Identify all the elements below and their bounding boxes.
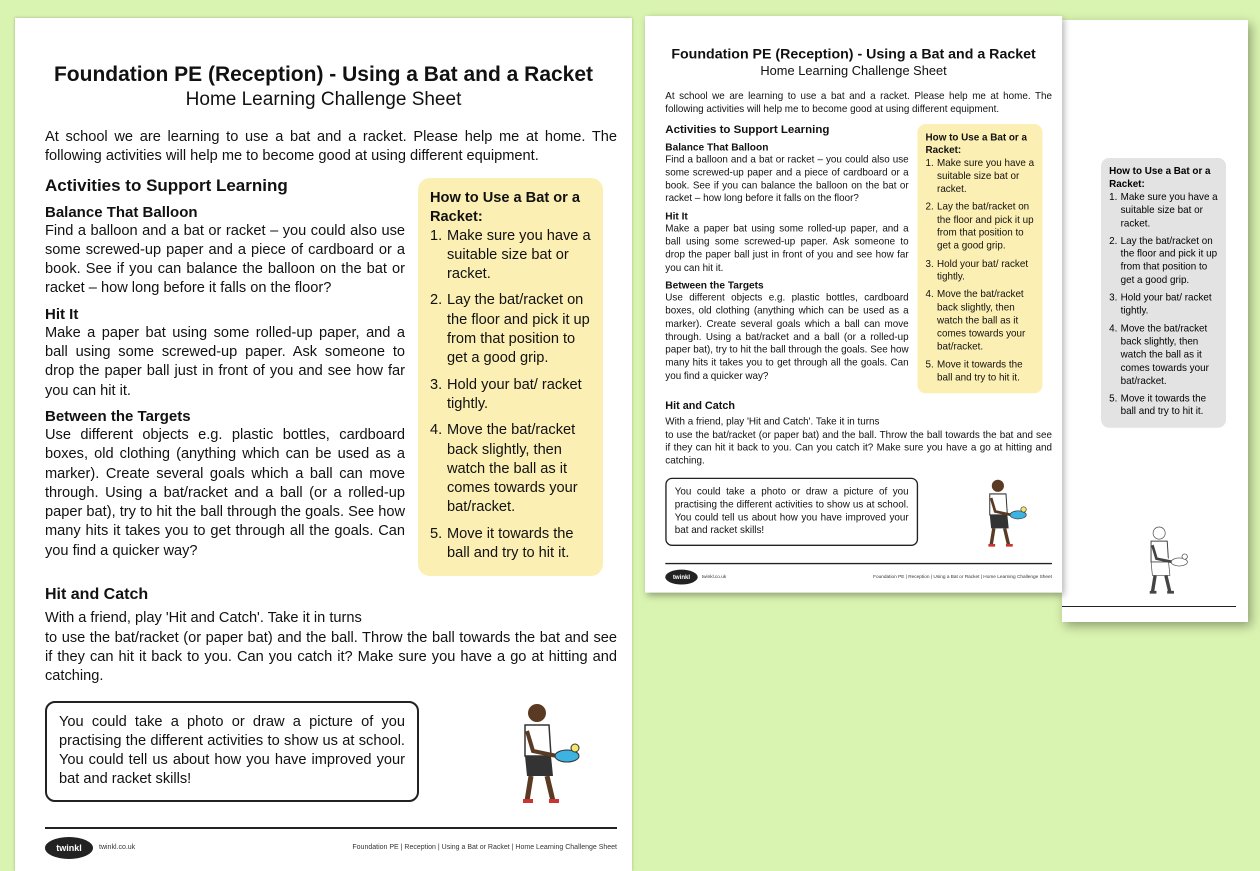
hit-and-catch-rest: to use the bat/racket (or paper bat) and the ball. Throw the ball towards the bat and see if they can hit it back to you. Can you catch it? Make sure you have a go at hitting and catching. bbox=[45, 629, 617, 685]
activity-text: Make a paper bat using some rolled-up paper, and a ball using some screwed-up paper. Ask someone to drop the paper ball just in front of you and see how far you can hit it. bbox=[665, 223, 909, 274]
footer-divider bbox=[665, 563, 1052, 564]
how-to-step bbox=[926, 359, 1036, 385]
activity-heading: Hit and Catch bbox=[665, 400, 735, 412]
activity-heading: Between the Targets bbox=[45, 407, 191, 425]
worksheet-title: Foundation PE (Reception) - Using a Bat and a Racket bbox=[671, 46, 1036, 62]
how-to-step bbox=[926, 157, 1036, 196]
step-number: 3. bbox=[430, 376, 443, 393]
activities-column bbox=[45, 175, 405, 561]
step-text: Make sure you have a suitable size bat or racket. bbox=[447, 227, 591, 283]
step-number: 1. bbox=[1109, 191, 1118, 203]
how-to-title: How to Use a Bat or a Racket: bbox=[925, 131, 1027, 156]
photo-note-box: You could take a photo or draw a picture of you practising the different activities to show us at school. You could tell us about how you have improved your bat and racket skills! bbox=[45, 701, 419, 802]
how-to-box bbox=[1101, 158, 1226, 428]
how-to-step bbox=[1109, 191, 1219, 230]
page-footer bbox=[665, 569, 1052, 584]
step-number: 1. bbox=[430, 227, 443, 244]
activities-row bbox=[665, 122, 1052, 394]
step-number: 4. bbox=[925, 289, 934, 301]
note-row bbox=[665, 477, 1052, 551]
step-text: Move it towards the ball and try to hit it. bbox=[937, 359, 1023, 384]
step-number: 3. bbox=[925, 258, 934, 270]
how-to-step bbox=[430, 291, 593, 368]
activity-text: Make a paper bat using some rolled-up paper, and a ball using some screwed-up paper. Ask someone to drop the paper ball just in front of you and see how far you can hit it. bbox=[45, 324, 405, 399]
how-to-box bbox=[418, 178, 603, 577]
note-row bbox=[45, 701, 617, 811]
child-with-racket-illustration bbox=[971, 477, 1032, 551]
worksheet-subtitle: Home Learning Challenge Sheet bbox=[760, 63, 947, 79]
child-with-racket-illustration bbox=[1132, 525, 1193, 599]
photo-note-box: You could take a photo or draw a picture of you practising the different activities to show us at school. You could tell us about how you have improved your bat and racket skills! bbox=[665, 477, 918, 545]
step-text: Make sure you have a suitable size bat or racket. bbox=[937, 157, 1035, 195]
step-text: Move the bat/racket back slightly, then watch the ball as it comes towards your bat/racket. bbox=[447, 422, 578, 516]
activity-heading: Hit It bbox=[45, 305, 79, 323]
step-text: Lay the bat/racket on the floor and pick it up from that position to get a good grip. bbox=[937, 201, 1034, 252]
child-with-racket-illustration bbox=[497, 701, 587, 811]
footer-divider bbox=[1062, 606, 1236, 607]
step-text: Move it towards the ball and try to hit it. bbox=[447, 525, 574, 562]
activity-heading: Hit It bbox=[665, 210, 688, 223]
twinkl-logo: twinkl bbox=[45, 837, 93, 859]
activity-text: Find a balloon and a bat or racket – you could also use some screwed-up paper and a piece of cardboard or a book. See if you can balance the balloon on the bat or racket – how long before it falls on the floor? bbox=[665, 154, 909, 205]
activity-text: Find a balloon and a bat or racket – you could also use some screwed-up paper and a piece of cardboard or a book. See if you can balance the balloon on the bat or racket – how long before it falls on the floor? bbox=[45, 222, 405, 297]
how-to-step bbox=[1109, 292, 1219, 318]
step-number: 4. bbox=[430, 422, 443, 439]
hit-and-catch-rest: to use the bat/racket (or paper bat) and the ball. Throw the ball towards the bat and see if they can hit it back to you. Can you catch it? Make sure you have a go at hitting and catching. bbox=[665, 429, 1052, 467]
step-number: 5. bbox=[430, 525, 443, 542]
worksheet-page-preview-bw bbox=[1062, 20, 1248, 622]
hit-and-catch-text bbox=[45, 609, 617, 686]
step-text: Hold your bat/ racket tightly. bbox=[1120, 292, 1212, 317]
footer-text: Foundation PE | Reception | Using a Bat or Racket | Home Learning Challenge Sheet bbox=[352, 844, 617, 852]
step-text: Make sure you have a suitable size bat or racket. bbox=[1120, 191, 1218, 229]
how-to-step bbox=[1109, 323, 1219, 388]
step-number: 1. bbox=[925, 157, 934, 169]
how-to-step bbox=[1109, 235, 1219, 287]
hit-and-catch-line-1: With a friend, play 'Hit and Catch'. Take it in turns bbox=[665, 416, 880, 428]
step-number: 3. bbox=[1109, 292, 1118, 304]
step-number: 2. bbox=[925, 201, 934, 213]
footer-site: twinkl.co.uk bbox=[99, 844, 136, 852]
activity-heading: Balance That Balloon bbox=[665, 141, 769, 153]
activity-text: Use different objects e.g. plastic bottles, cardboard boxes, old clothing (anything which can be used as a marker). Create several goals which a ball can move through. Using a bat/racket and a ball (or a rolled-up paper bat), try to hit the ball through the goals. See how many hits it takes you to get through all the goals. Can you find a quicker way? bbox=[665, 292, 909, 382]
step-number: 5. bbox=[925, 359, 934, 371]
how-to-step bbox=[1109, 393, 1219, 419]
how-to-step bbox=[430, 421, 593, 517]
how-to-step bbox=[430, 376, 593, 415]
activity-heading: Hit and Catch bbox=[45, 586, 149, 604]
activities-row bbox=[45, 175, 617, 577]
step-text: Hold your bat/ racket tightly. bbox=[937, 258, 1029, 283]
how-to-step bbox=[926, 258, 1036, 284]
how-to-step bbox=[926, 289, 1036, 354]
how-to-step bbox=[430, 525, 593, 564]
worksheet-page-preview bbox=[15, 18, 632, 871]
step-text: Move it towards the ball and try to hit it. bbox=[1120, 393, 1207, 418]
intro-text: At school we are learning to use a bat and a racket. Please help me at home. The following activities will help me to become good at using different equipment. bbox=[665, 91, 1052, 115]
step-number: 2. bbox=[1109, 235, 1118, 247]
activities-heading: Activities to Support Learning bbox=[45, 175, 288, 195]
how-to-step bbox=[430, 227, 593, 285]
how-to-title: How to Use a Bat or a Racket: bbox=[1109, 166, 1211, 190]
step-number: 2. bbox=[430, 292, 443, 309]
activity-text: Use different objects e.g. plastic bottles, cardboard boxes, old clothing (anything which can be used as a marker). Create several goals which a ball can move through. Using a bat/racket and a ball (or a rolled-up paper bat), try to hit the ball through the goals. See how many hits it takes you to get through all the goals. Can you find a quicker way? bbox=[45, 426, 405, 559]
hit-and-catch-text bbox=[665, 416, 1052, 468]
activities-heading: Activities to Support Learning bbox=[665, 122, 830, 136]
activity-heading: Balance That Balloon bbox=[45, 203, 198, 221]
page-footer bbox=[45, 837, 617, 859]
step-text: Lay the bat/racket on the floor and pick it up from that position to get a good grip. bbox=[1120, 235, 1218, 286]
worksheet-page-preview bbox=[645, 16, 1062, 592]
how-to-box bbox=[917, 124, 1042, 394]
worksheet-title: Foundation PE (Reception) - Using a Bat and a Racket bbox=[53, 63, 594, 86]
how-to-title: How to Use a Bat or a Racket: bbox=[430, 189, 581, 225]
how-to-step bbox=[926, 201, 1036, 253]
step-number: 4. bbox=[1109, 323, 1118, 335]
hit-and-catch-line-1: With a friend, play 'Hit and Catch'. Take it in turns bbox=[45, 610, 362, 627]
activity-heading: Between the Targets bbox=[665, 279, 764, 292]
step-text: Move the bat/racket back slightly, then watch the ball as it comes towards your bat/racket. bbox=[1120, 323, 1209, 387]
footer-text: Foundation PE | Reception | Using a Bat or Racket | Home Learning Challenge Sheet bbox=[873, 574, 1052, 580]
step-text: Lay the bat/racket on the floor and pick it up from that position to get a good grip. bbox=[447, 292, 590, 367]
intro-text: At school we are learning to use a bat and a racket. Please help me at home. The following activities will help me to become good at using different equipment. bbox=[45, 129, 617, 165]
step-text: Move the bat/racket back slightly, then watch the ball as it comes towards your bat/racket. bbox=[937, 289, 1026, 353]
step-number: 5. bbox=[1109, 393, 1118, 405]
worksheet-subtitle: Home Learning Challenge Sheet bbox=[185, 89, 462, 110]
footer-divider bbox=[45, 827, 617, 829]
activities-column bbox=[665, 122, 908, 383]
twinkl-logo: twinkl bbox=[665, 569, 697, 584]
footer-site: twinkl.co.uk bbox=[701, 574, 727, 580]
step-text: Hold your bat/ racket tightly. bbox=[447, 376, 582, 412]
